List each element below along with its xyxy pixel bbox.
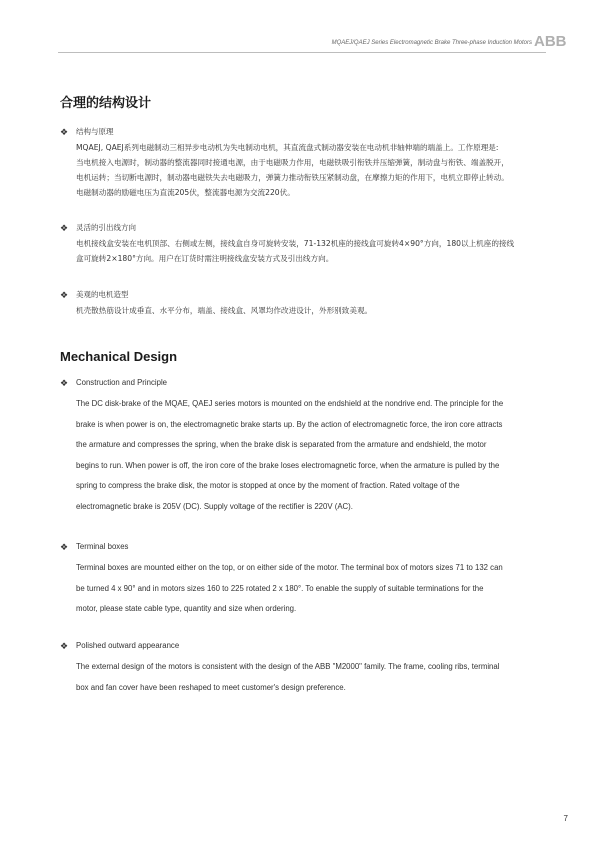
item-body: MQAEJ, QAEJ系列电磁制动三相异步电动机为失电制动电机，其直流盘式制动器安装在电动机非轴伸端的端盖上。工作原理是: 当电机接入电源时，制动器的整流器同时接通电源，由于电磁吸力作用，电磁铁吸引衔铁并压缩弹簧，制动盘与衔铁、端盖脱开， 电机运转；当切断电源时，制动器电磁铁失去电磁吸力，弹簧力推动衔铁压紧制动盘，在摩擦力矩的作用下，电机立即停止转动。 电磁制动器的励磁电压为直流205伏，整流器电源为交流220伏。 <box>76 143 509 197</box>
item-title: Polished outward appearance <box>76 641 180 650</box>
running-header: MQAEJ/QAEJ Series Electromagnetic Brake Three-phase Induction Motors <box>331 40 532 46</box>
diamond-bullet-icon: ❖ <box>60 127 69 137</box>
item-title: 结构与原理 <box>76 127 114 136</box>
item-body: The external design of the motors is consistent with the design of the ABB "M2000" family. The frame, cooling ribs, terminal box and fan cover have been reshaped to meet customer's design preference. <box>76 662 500 692</box>
diamond-bullet-icon: ❖ <box>60 223 69 233</box>
item-title: 灵活的引出线方向 <box>76 223 136 232</box>
en-item-appearance <box>60 640 550 698</box>
section-title-en: Mechanical Design <box>60 349 178 364</box>
item-title: Construction and Principle <box>76 378 168 387</box>
page-number: 7 <box>563 814 568 823</box>
abb-logo <box>534 32 574 48</box>
item-title: 美观的电机造型 <box>76 290 129 299</box>
diamond-bullet-icon: ❖ <box>60 290 69 300</box>
diamond-bullet-icon: ❖ <box>60 378 69 388</box>
header-rule <box>58 52 546 53</box>
item-body: The DC disk-brake of the MQAE, QAEJ series motors is mounted on the endshield at the nondrive end. The principle for the brake is when power is on, the electromagnetic brake starts up. By the action of electromagnetic force, the iron core attracts the armature and compresses the spring, when the brake disk is separated from the armature and endshield, the motor begins to run. When power is off, the iron core of the brake loses electromagnetic force, when the armature is pulled by the spring to compress the brake disk, the motor is stopped at once by the moment of fraction. Rated voltage of the electromagnetic brake is 205V (DC). Supply voltage of the rectifier is 220V (AC). <box>76 399 504 511</box>
svg-text:ABB: ABB <box>534 33 567 48</box>
diamond-bullet-icon: ❖ <box>60 641 69 651</box>
item-body: Terminal boxes are mounted either on the top, or on either side of the motor. The terminal box of motors sizes 71 to 132 can be turned 4 x 90° and in motors sizes 160 to 225 rotated 2 x 180°. To enable the supply of suitable terminations for the motor, please state cable type, quantity and size when ordering. <box>76 563 503 613</box>
item-title: Terminal boxes <box>76 542 129 551</box>
item-body: 电机接线盒安装在电机顶部、右侧或左侧，接线盒自身可旋转安装，71-132机座的接线盒可旋转4×90°方向，180以上机座的接线 盒可旋转2×180°方向。用户在订货时需注明接线盒安装方式及引出线方向。 <box>76 239 515 263</box>
item-body: 机壳散热筋设计成垂直、水平分布，端盖、接线盒、风罩均作改进设计，外形别致美观。 <box>76 306 373 315</box>
en-item-construction <box>60 377 550 517</box>
en-item-terminal-boxes <box>60 541 550 620</box>
diamond-bullet-icon: ❖ <box>60 542 69 552</box>
cn-item-structure <box>60 126 550 200</box>
cn-item-appearance <box>60 289 550 318</box>
cn-item-leadout <box>60 222 550 266</box>
section-title-cn: 合理的结构设计 <box>60 96 152 111</box>
